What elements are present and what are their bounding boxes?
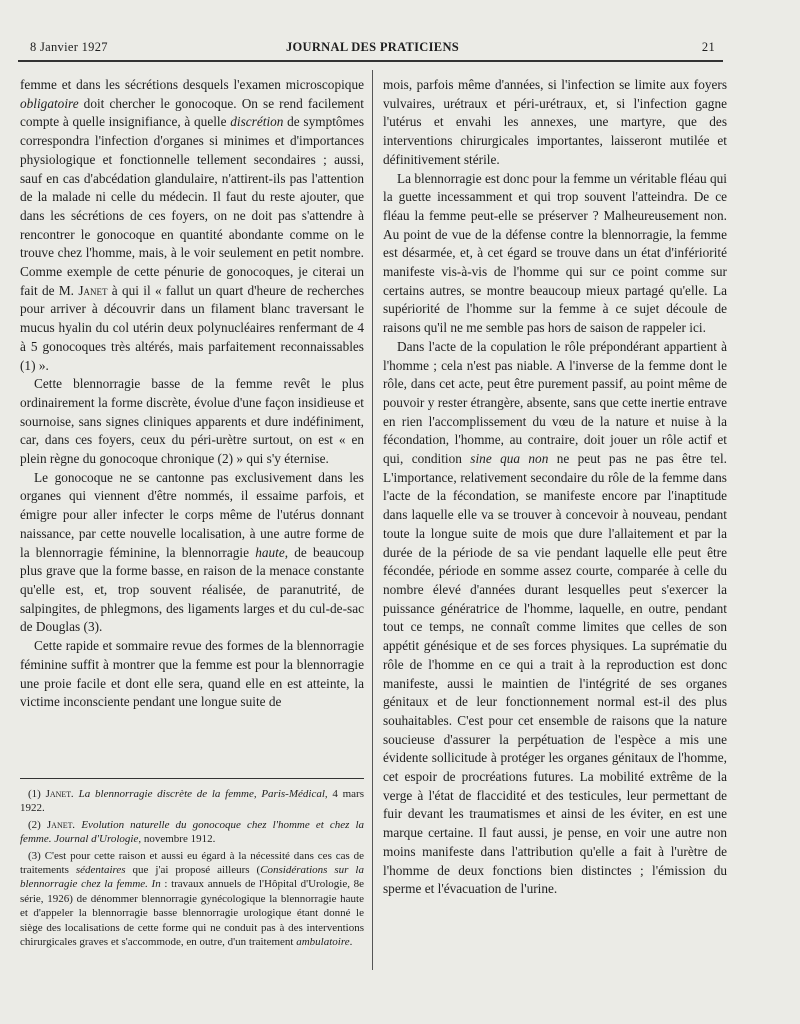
- footnote: (1) Janet. La blennorragie discrète de la femme, Paris-Médical, 4 mars 1922.: [20, 788, 364, 815]
- left-column: [20, 76, 364, 712]
- paragraph: mois, parfois même d'années, si l'infection se limite aux foyers vulvaires, urétraux et péri-urétraux, et, si l'infection gagne l'utérus et envahi les annexes, une martyre, que des interventions chirurgicales importantes, laisseront mutilée et définitivement stérile.: [383, 77, 727, 167]
- journal-title: JOURNAL DES PRATICIENS: [285, 40, 460, 54]
- paragraph: Cette blennorragie basse de la femme revêt le plus ordinairement la forme discrète, évolue d'une façon insidieuse et sournoise, sans signes cliniques apparents et dure indéfiniment, car, dans ces foyers, ceux du péri-urètre surtout, on est « en plein règne du gonocoque chronique (2) » qui s'y éternise.: [20, 376, 364, 467]
- column-divider: [372, 70, 373, 970]
- header-rule: [18, 60, 723, 62]
- footnotes: [20, 787, 364, 951]
- footnote: (3) C'est pour cette raison et aussi eu égard à la nécessité dans ces cas de traitements sédentaires que j'ai proposé ailleurs (Considérations sur la blennorragie chez la femme. In : travaux annuels de l'Hôpital d'Urologie, 8e série, 1926) de dénommer blennorragie gynécologique la blennorragie haute et d'appeler la blennorragie basse blennorragie urologique étant donné le siège des localisations de cette forme qui ne conduit pas à des interventions chirurgicales graves et s'accommode, en outre, d'un traitement ambulatoire.: [20, 849, 364, 949]
- paragraph: Cette rapide et sommaire revue des formes de la blennorragie féminine suffit à montrer que la femme est pour la blennorragie une proie facile et dont elle sera, quand elle en est atteinte, la victime inconsciente pendant une longue suite de: [20, 638, 364, 710]
- footnote: (2) Janet. Evolution naturelle du gonocoque chez l'homme et chez la femme. Journal d'Urologie, novembre 1912.: [20, 818, 365, 846]
- issue-date: 8 Janvier 1927: [30, 40, 108, 54]
- page-number: 21: [701, 40, 715, 54]
- paragraph: Dans l'acte de la copulation le rôle prépondérant appartient à l'homme ; cela n'est pas niable. A l'inverse de la femme dont le rôle, dans cet acte, peut être purement passif, au point même de pouvoir y rester étrangère, absente, sans que cette inertie entrave en rien l'accomplissement du vœu de la nature et nuise à la fécondation, l'homme, au contraire, doit jouer un rôle actif et qui, condition sine qua non ne peut pas ne pas être tel. L'importance, relativement secondaire du rôle de la femme dans l'acte de la fécondation, se manifeste encore par l'inaptitude dans laquelle elle va se trouver à concevoir à nouveau, pendant toute la longue suite de mois que dure l'allaitement et par la durée de la période de sa vie pendant laquelle elle peut être fécondée, période en somme assez courte, comparée à celle du nombre élevé d'années durant lesquelles peut s'exercer la puissance génératrice de l'homme, laquelle, en outre, pendant tout ce temps, ne connaît comme limites que celles de son appétit génésique et de ses forces physiques. La suprématie du rôle de l'homme en ce qui a trait à la reproduction est donc manifeste, aussi le maintien de l'intégrité de ses organes génitaux et de leur fonctionnement normal est-il des plus souhaitables. C'est pour cet ensemble de raisons que la nature soucieuse d'assurer la perpétuation de l'espèce a mis une évidente sollicitude à protéger les organes génitaux de l'homme, cet espoir de procréations futures. La mobilité extrême de la verge à l'état de flaccidité et des testicules, leur permettant de fuir devant les traumatismes et ainsi de les éviter, en est une marque certaine. Il faut aussi, je pense, en voir une autre non moins manifeste dans l'attribution qu'elle a fait à l'urètre de l'homme de deux fonctions bien distinctes ; l'émission du sperme et l'évacuation de l'urine.: [383, 338, 727, 897]
- footnote-rule: [20, 778, 364, 779]
- author-name: Janet: [78, 282, 108, 298]
- right-column: [383, 76, 727, 899]
- running-header: [30, 40, 715, 60]
- paragraph: Le gonocoque ne se cantonne pas exclusivement dans les organes qui viennent d'être nommés, il essaime parfois, et émigre pour aller infecter le corps même de l'utérus donnant naissance, par cette nouvelle localisation, à une autre forme de la blennorragie féminine, la blennorragie haute, de beaucoup plus grave que la forme basse, en raison de la menace constante qu'elle est, et, trop souvent réalisée, de paranutrité, de salpingites, de phlegmons, des ligaments larges et du cul-de-sac de Douglas (3).: [20, 469, 364, 635]
- paragraph: La blennorragie est donc pour la femme un véritable fléau qui la guette incessamment et qui trop souvent l'atteindra. De ce fléau la femme peut-elle se préserver ? Malheureusement non. Au point de vue de la défense contre la blennorragie, la femme est désarmée, et, à cet égard se trouve dans un état d'infériorité manifeste vis-à-vis de l'homme qui sur ce point comme sur certains autres, se montre beaucoup mieux partagé qu'elle. La supériorité de l'homme sur la femme à ce sujet découle de raisons qu'il ne me semble pas hors de saison de rappeler ici.: [383, 170, 727, 336]
- paragraph: femme et dans les sécrétions desquels l'examen microscopique obligatoire doit chercher le gonocoque. On se rend facilement compte à quelle insignifiance, à quelle discrétion de symptômes correspondra l'infection d'organes si minimes et d'importances physiologique et fonctionnelle tellement secondaires ; aussi, sauf en cas d'abcédation glandulaire, n'attirent-ils pas l'attention de la malade ni celle du médecin. Il faut du reste ajouter, que dans les sécrétions de ces foyers, on ne doit pas s'attendre à rencontrer le gonocoque en quantité abondante comme on le trouve chez l'homme, mais, à le voir seulement en petit nombre. Comme exemple de cette pénurie de gonocoques, je citerai un fait de M. Janet à qui il « fallut un quart d'heure de recherches pour arriver à découvrir dans un filament blanc traversant le mucus hyalin du col utérin deux polynucléaires renfermant de 4 à 5 gonocoques très altérés, mais parfaitement reconnaissables (1) ».: [20, 77, 365, 373]
